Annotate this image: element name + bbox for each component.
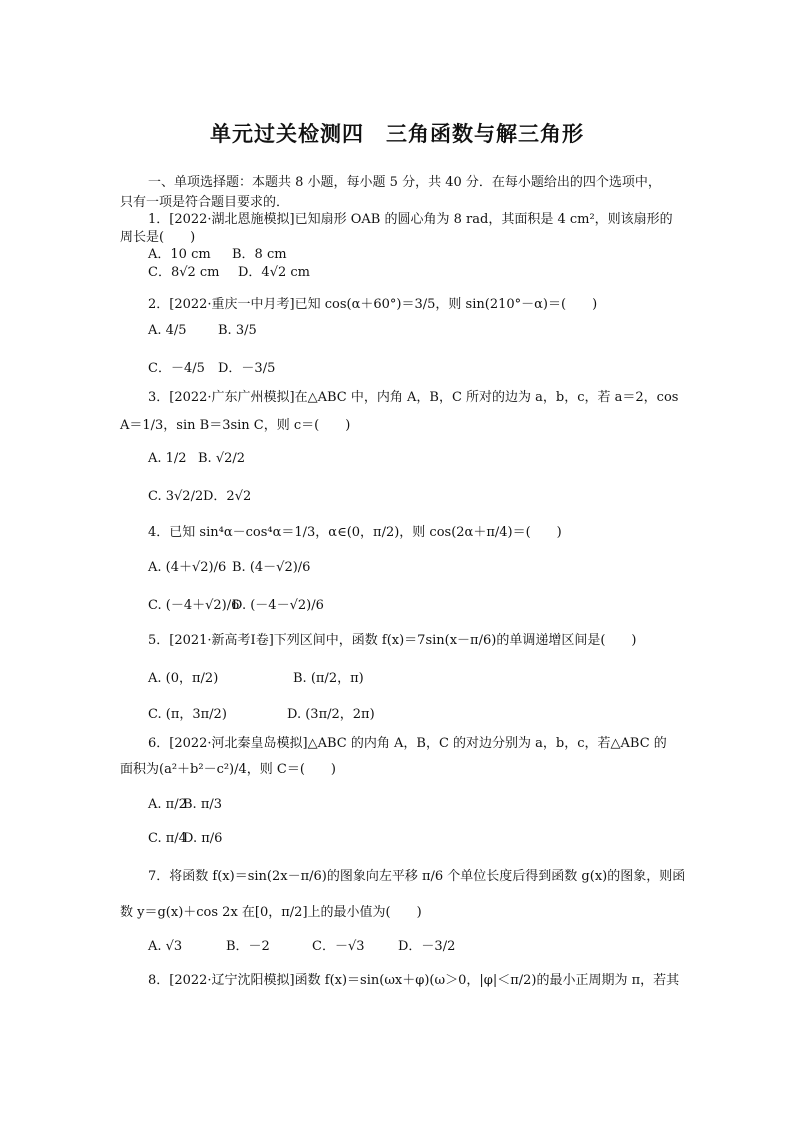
question-7-option-a: A. √3 — [148, 939, 183, 954]
question-3-stem: 3．[2022·广东广州模拟]在△ABC 中，内角 A，B，C 所对的边为 a，b，c，若 a＝2，cos — [148, 390, 679, 405]
question-3-option-c: C. 3√2/2 — [148, 489, 204, 504]
question-6-option-c: C. π/4 — [148, 831, 187, 846]
question-2-stem: 2．[2022·重庆一中月考]已知 cos(α＋60°)＝3/5，则 sin(210°－α)＝( ) — [148, 297, 598, 312]
question-3-option-a: A. 1/2 — [148, 451, 187, 466]
question-1-option-a: A．10 cm — [148, 247, 211, 262]
question-3-option-d: D．2√2 — [203, 489, 252, 504]
question-7-option-c: C．－√3 — [312, 939, 365, 954]
question-5-option-c: C. (π，3π/2) — [148, 707, 227, 722]
question-6-stem-cont: 面积为(a²＋b²－c²)/4，则 C＝( ) — [120, 762, 337, 777]
question-1-option-b: B．8 cm — [232, 247, 287, 262]
question-3-option-b: B. √2/2 — [198, 451, 246, 466]
question-7-option-b: B．－2 — [226, 939, 270, 954]
question-6-stem: 6．[2022·河北秦皇岛模拟]△ABC 的内角 A，B，C 的对边分别为 a，b，c，若△ABC 的 — [148, 736, 667, 751]
section-heading-line2: 只有一项是符合题目要求的． — [120, 195, 290, 210]
question-4-option-d: D. (－4－√2)/6 — [232, 598, 324, 613]
question-5-option-b: B. (π/2，π) — [293, 671, 364, 686]
question-2-option-b: B. 3/5 — [218, 323, 257, 338]
question-6-option-b: B. π/3 — [183, 797, 223, 812]
question-2-option-c: C．－4/5 — [148, 361, 205, 376]
question-2-option-d: D．－3/5 — [218, 361, 276, 376]
section-heading-line1: 一、单项选择题：本题共 8 小题，每小题 5 分，共 40 分．在每小题给出的四个选项中， — [148, 175, 661, 190]
question-1-stem-cont: 周长是( ) — [120, 230, 196, 245]
question-7-stem-cont: 数 y＝g(x)＋cos 2x 在[0，π/2]上的最小值为( ) — [120, 905, 422, 920]
question-4-option-c: C. (－4＋√2)/6 — [148, 598, 240, 613]
page-title: 单元过关检测四 三角函数与解三角形 — [210, 122, 584, 146]
question-5-option-a: A. (0，π/2) — [148, 671, 219, 686]
question-6-option-a: A. π/2 — [148, 797, 187, 812]
question-2-option-a: A. 4/5 — [148, 323, 187, 338]
question-4-option-a: A. (4＋√2)/6 — [148, 560, 227, 575]
question-6-option-d: D. π/6 — [183, 831, 223, 846]
question-5-option-d: D. (3π/2，2π) — [287, 707, 375, 722]
question-7-option-d: D．－3/2 — [398, 939, 456, 954]
question-1-stem: 1．[2022·湖北恩施模拟]已知扇形 OAB 的圆心角为 8 rad，其面积是 4 cm²，则该扇形的 — [148, 212, 673, 227]
question-4-option-b: B. (4－√2)/6 — [232, 560, 311, 575]
question-4-stem: 4．已知 sin⁴α－cos⁴α＝1/3，α∈(0，π/2)，则 cos(2α＋π/4)＝( ) — [148, 525, 562, 540]
question-3-stem-cont: A＝1/3，sin B＝3sin C，则 c＝( ) — [120, 418, 351, 433]
question-7-stem: 7．将函数 f(x)＝sin(2x－π/6)的图象向左平移 π/6 个单位长度后得到函数 g(x)的图象，则函 — [148, 869, 686, 884]
question-5-stem: 5．[2021·新高考Ⅰ卷]下列区间中，函数 f(x)＝7sin(x－π/6)的单调递增区间是( ) — [148, 633, 637, 648]
question-1-option-d: D．4√2 cm — [238, 265, 310, 280]
question-8-stem: 8．[2022·辽宁沈阳模拟]函数 f(x)＝sin(ωx＋φ)(ω＞0，|φ|＜π/2)的最小正周期为 π，若其 — [148, 973, 680, 988]
question-1-option-c: C．8√2 cm — [148, 265, 220, 280]
